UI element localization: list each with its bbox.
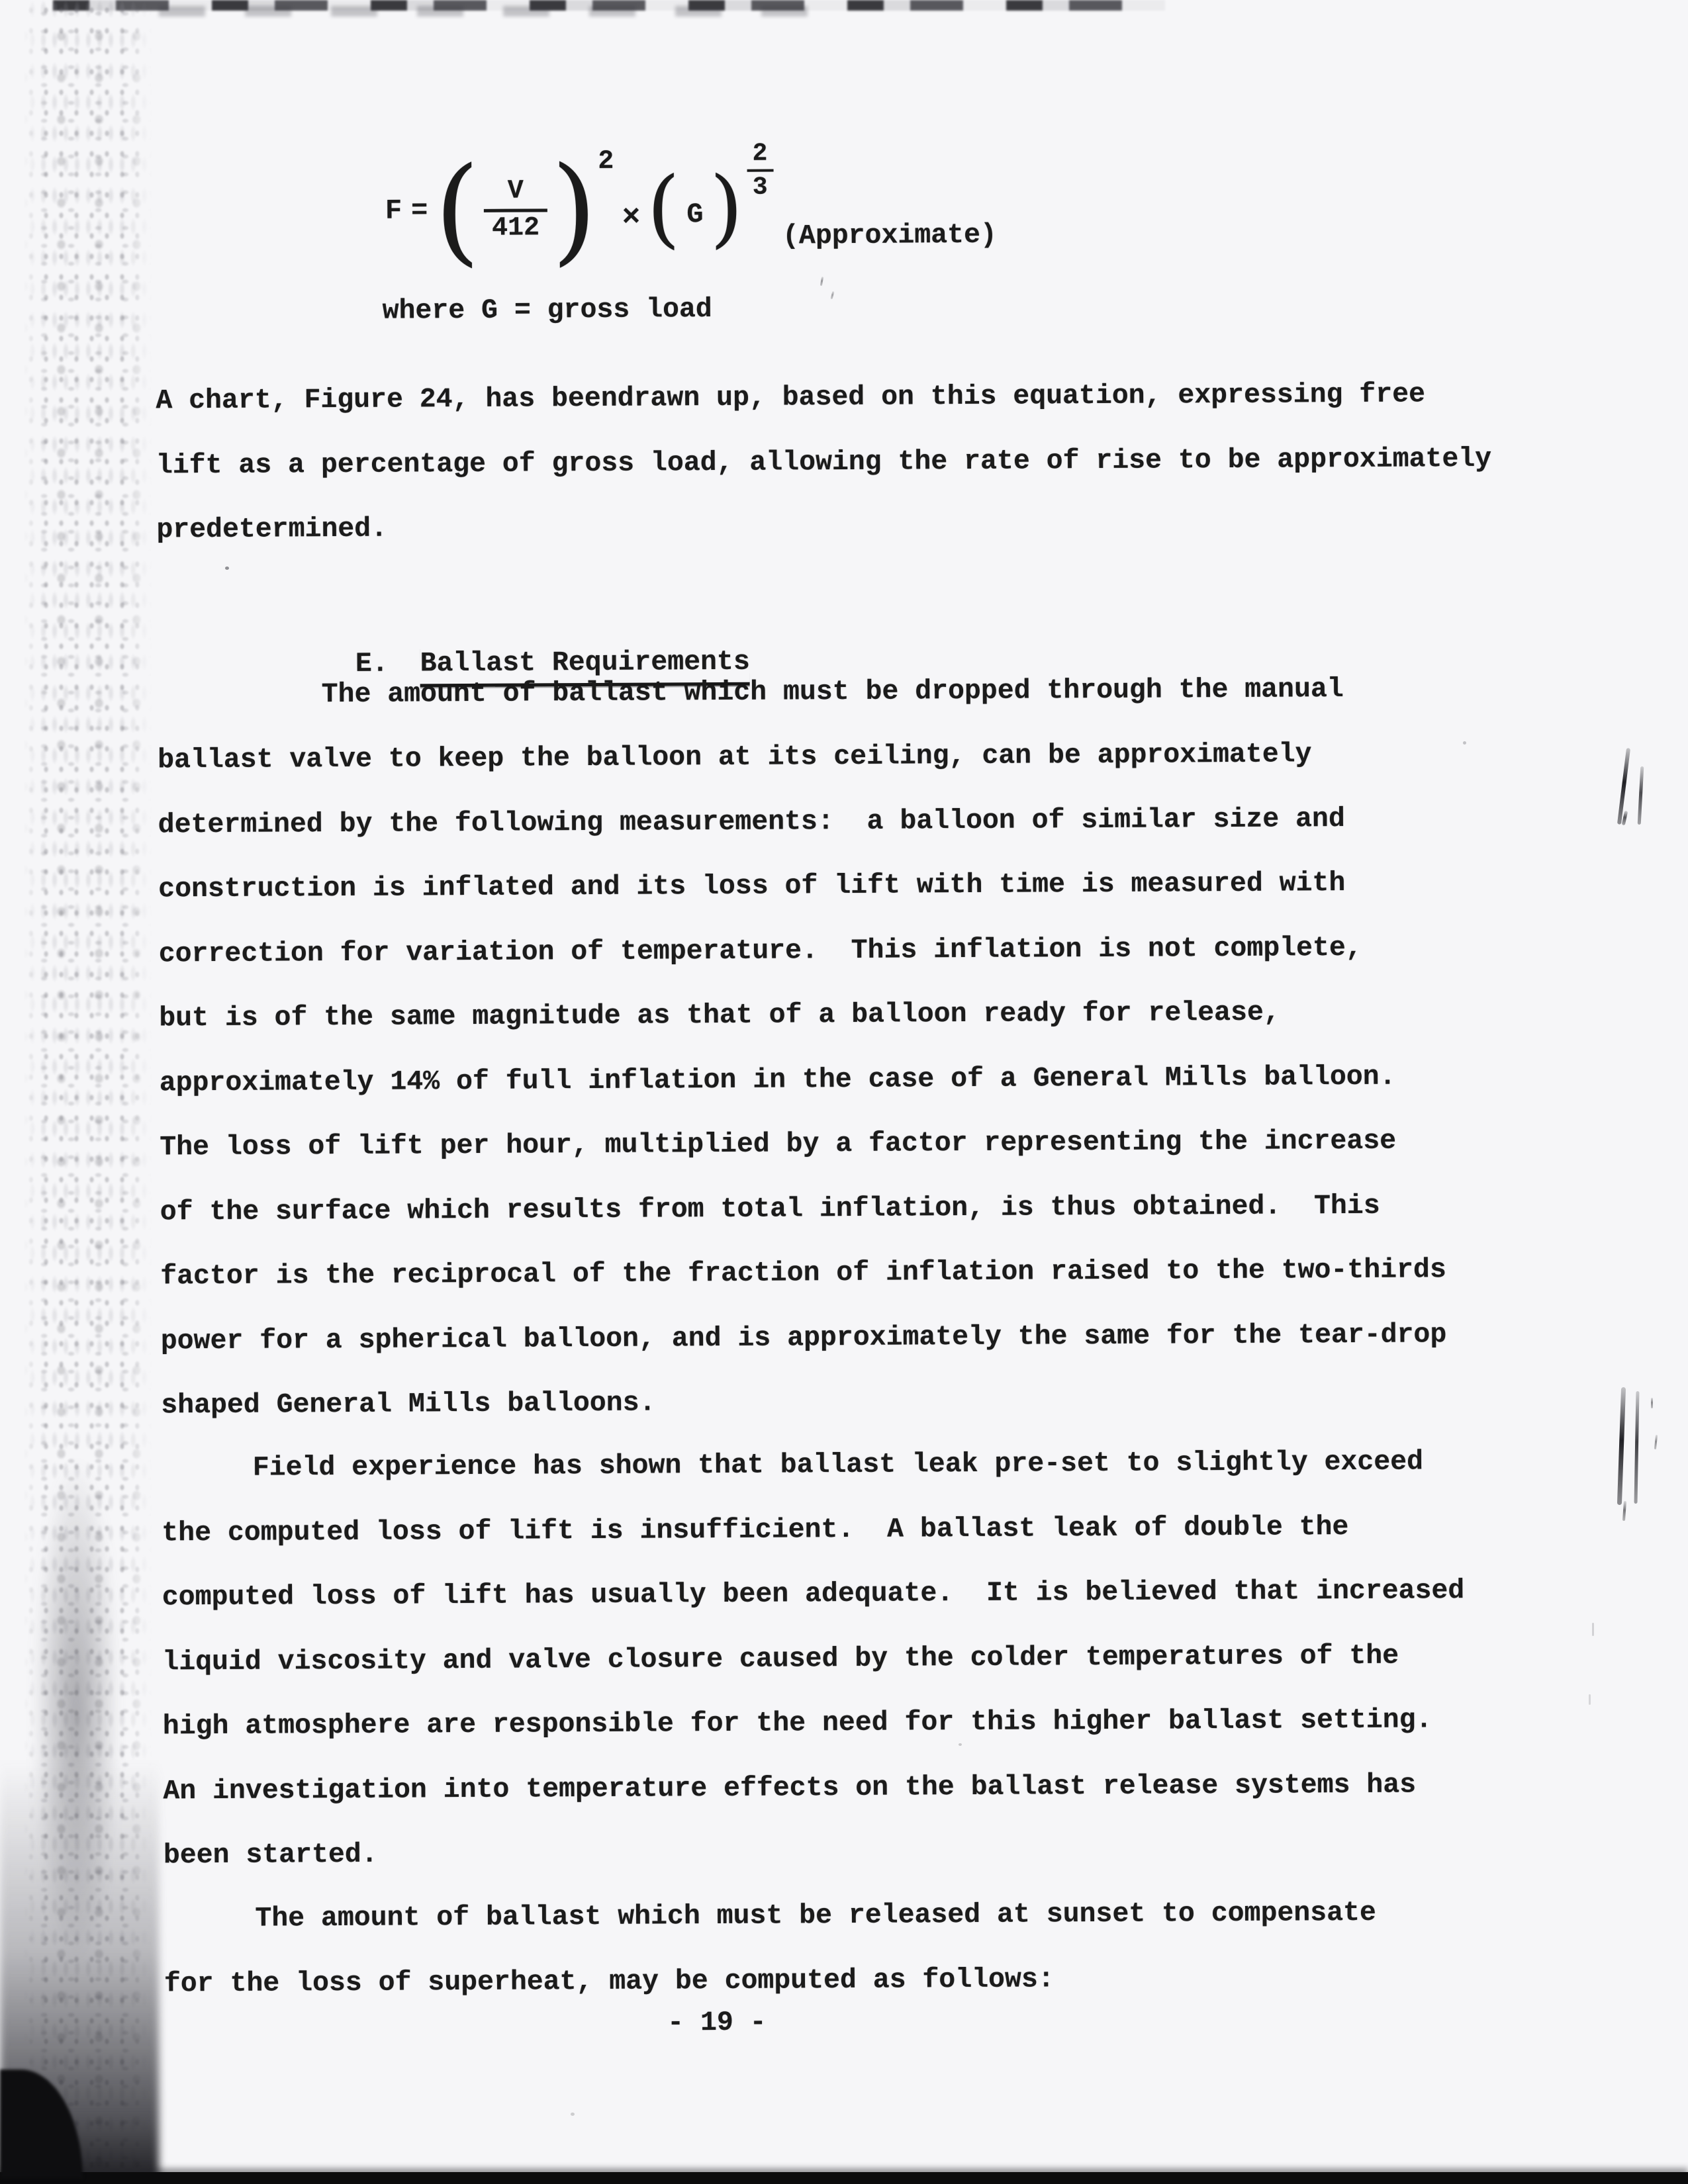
formula-fraction [484,176,548,244]
fraction-denominator: 412 [492,213,540,244]
body-line: approximately 14% of full inflation in the case of a General Mills balloon. [159,1061,1396,1099]
body-line: for the loss of superheat, may be computed as follows: [164,1964,1055,2000]
body-line: predetermined. [156,513,388,546]
formula-close-paren: ) [551,141,598,278]
body-line: shaped General Mills balloons. [161,1387,656,1422]
formula-close-paren-2: ) [710,158,743,258]
formula-equals: = [410,194,428,226]
body-line: The amount of ballast which must be dropped through the manual [321,674,1344,711]
body-line: A chart, Figure 24, has beendrawn up, based on this equation, expressing free [156,379,1426,417]
body-line: the computed loss of lift is insufficient. A ballast leak of double the [162,1512,1349,1549]
formula-approximate-note: (Approximate) [782,219,997,252]
formula-open-paren-2: ( [646,159,680,258]
formula-gross-load-symbol: G [686,198,704,230]
formula-exponent-2: 2 [598,146,614,177]
body-line: lift as a percentage of gross load, allowing the rate of rise to be approximately [156,443,1492,482]
body-line: but is of the same magnitude as that of a balloon ready for release, [159,997,1280,1034]
body-line: computed loss of lift has usually been adequate. It is believed that increased [162,1575,1465,1614]
page-number: - 19 - [667,2007,767,2039]
body-line: Field experience has shown that ballast leak pre-set to slightly exceed [252,1446,1424,1484]
fraction-numerator: V [507,176,524,206]
body-line: factor is the reciprocal of the fraction of inflation raised to the two-thirds [160,1254,1446,1293]
body-line: An investigation into temperature effects on the ballast release systems has [163,1769,1417,1807]
multiplication-sign: × [622,200,641,235]
formula-exponent-fraction [747,139,773,201]
body-line: construction is inflated and its loss of lift with time is measured with [158,868,1346,905]
section-letter: E. [355,648,389,680]
body-line: high atmosphere are responsible for the need for this higher ballast setting. [162,1704,1432,1743]
body-line: The loss of lift per hour, multiplied by a factor representing the increase [160,1125,1397,1163]
exponent-numerator: 2 [752,139,768,168]
body-line: power for a spherical balloon, and is approximately the same for the tear-drop [160,1319,1447,1357]
body-line: The amount of ballast which must be released at sunset to compensate [255,1897,1376,1934]
formula-lhs: F [385,194,402,227]
exponent-fraction-bar [747,169,773,171]
body-line: ballast valve to keep the balloon at its ceiling, can be approximately [158,739,1312,776]
body-line: been started. [163,1839,378,1872]
body-line: of the surface which results from total inflation, is thus obtained. This [160,1190,1380,1228]
exponent-denominator: 3 [752,173,768,202]
formula-where-clause: where G = gross load [382,294,712,327]
body-line: correction for variation of temperature. This inflation is not complete, [158,932,1362,970]
body-line: liquid viscosity and valve closure caused by the colder temperatures of the [162,1640,1399,1678]
body-line: determined by the following measurements: a balloon of similar size and [158,803,1345,841]
section-title: Ballast Requirements [420,646,750,687]
free-lift-formula [385,139,773,278]
fraction-bar [484,208,547,212]
formula-open-paren: ( [434,142,481,278]
